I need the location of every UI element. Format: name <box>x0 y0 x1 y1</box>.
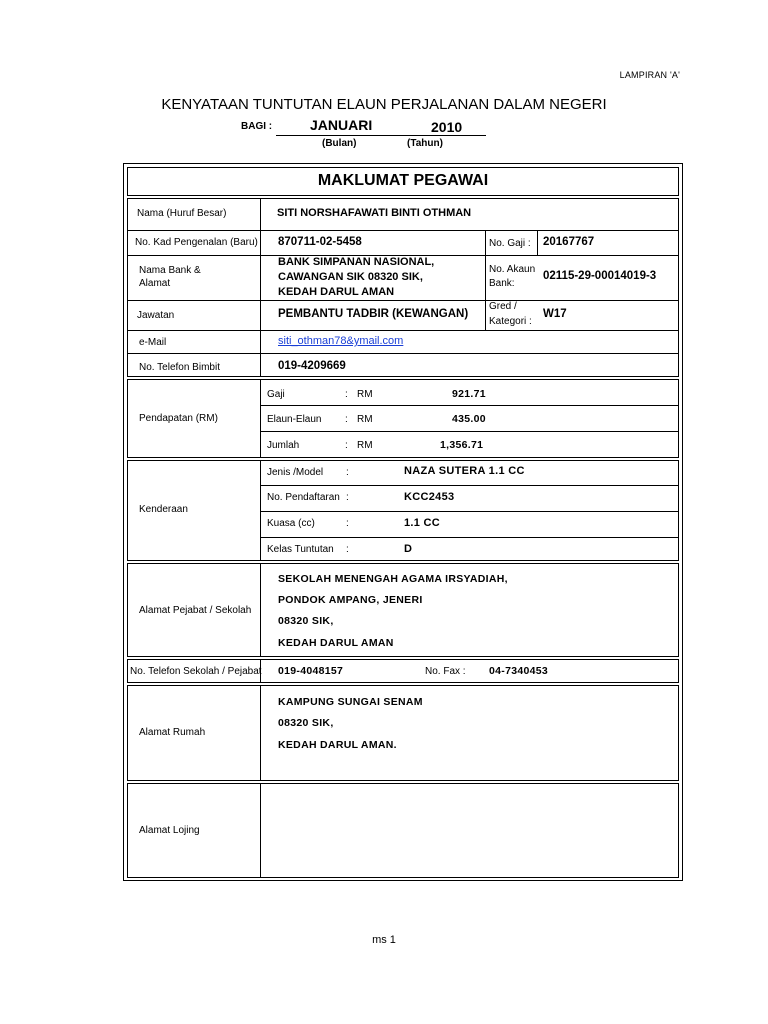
pejabat-line-3: 08320 SIK, <box>278 615 334 627</box>
nama-label: Nama (Huruf Besar) <box>137 208 227 219</box>
gred-label-1: Gred / <box>489 301 517 312</box>
row-line <box>260 405 679 406</box>
row-line <box>260 431 679 432</box>
page-number: ms 1 <box>372 934 396 946</box>
elaun-label: Elaun-Elaun <box>267 414 322 425</box>
tel-sekolah-label: No. Telefon Sekolah / Pejabat <box>130 666 262 677</box>
telefon-label: No. Telefon Bimbit <box>139 362 220 373</box>
akaun-value: 02115-29-00014019-3 <box>543 270 657 282</box>
pejabat-label: Alamat Pejabat / Sekolah <box>139 605 252 616</box>
jumlah-label: Jumlah <box>267 440 300 451</box>
bank-line-1: BANK SIMPANAN NASIONAL, <box>278 256 435 268</box>
lojing-label: Alamat Lojing <box>139 825 200 836</box>
jawatan-label: Jawatan <box>137 310 175 321</box>
bagi-underline <box>276 135 486 136</box>
section-title: MAKLUMAT PEGAWAI <box>317 172 489 189</box>
rumah-line-1: KAMPUNG SUNGAI SENAM <box>278 696 423 708</box>
kelas-label: Kelas Tuntutan <box>267 544 334 555</box>
kad-label: No. Kad Pengenalan (Baru) <box>135 237 258 248</box>
colon: : <box>346 518 349 529</box>
gaji-amount: 921.71 <box>452 388 486 400</box>
gaji-no-value: 20167767 <box>543 236 595 248</box>
pendapatan-divider <box>260 379 261 458</box>
jenis-value: NAZA SUTERA 1.1 CC <box>404 465 525 477</box>
tel-sekolah-value: 019-4048157 <box>278 665 344 677</box>
row-line <box>260 511 679 512</box>
lampiran-label: LAMPIRAN 'A' <box>619 70 680 80</box>
kenderaan-label: Kenderaan <box>139 504 188 515</box>
elaun-amount: 435.00 <box>452 413 486 425</box>
kelas-value: D <box>404 543 413 555</box>
jawatan-value: PEMBANTU TADBIR (KEWANGAN) <box>278 308 469 320</box>
colon: : <box>346 467 349 478</box>
bulan-label: (Bulan) <box>322 138 357 149</box>
gaji-label: Gaji <box>267 389 285 400</box>
gred-label-2: Kategori : <box>489 316 532 327</box>
telefon-value: 019-4209669 <box>278 360 346 372</box>
kad-value: 870711-02-5458 <box>278 236 362 248</box>
personal-info-divider <box>260 198 261 377</box>
rumah-line-3: KEDAH DARUL AMAN. <box>278 739 397 751</box>
row-line <box>127 330 679 331</box>
rm-label: RM <box>357 440 373 451</box>
bank-label: Nama Bank & <box>139 265 201 276</box>
gaji-divider <box>537 230 538 255</box>
row-line <box>260 537 679 538</box>
akaun-label-1: No. Akaun <box>489 264 536 275</box>
page-title: KENYATAAN TUNTUTAN ELAUN PERJALANAN DALAM NEGERI <box>161 96 607 113</box>
row-line <box>127 230 679 231</box>
row-line <box>127 353 679 354</box>
colon: : <box>345 414 348 425</box>
tahun-value: 2010 <box>431 119 463 135</box>
rumah-label: Alamat Rumah <box>139 727 206 738</box>
pejabat-line-1: SEKOLAH MENENGAH AGAMA IRSYADIAH, <box>278 573 508 585</box>
rumah-line-2: 08320 SIK, <box>278 717 334 729</box>
tahun-label: (Tahun) <box>407 138 443 149</box>
colon: : <box>346 492 349 503</box>
kuasa-label: Kuasa (cc) <box>267 518 315 529</box>
jenis-label: Jenis /Model <box>267 467 324 478</box>
colon: : <box>346 544 349 555</box>
pendaftaran-value: KCC2453 <box>404 491 455 503</box>
fax-label: No. Fax : <box>425 666 466 677</box>
side-divider <box>485 230 486 330</box>
alamat-label: Alamat <box>139 278 171 289</box>
pendapatan-label: Pendapatan (RM) <box>139 413 218 424</box>
akaun-label-2: Bank: <box>489 278 515 289</box>
gred-value: W17 <box>543 308 567 320</box>
colon: : <box>345 389 348 400</box>
pejabat-line-4: KEDAH DARUL AMAN <box>278 637 394 649</box>
bank-line-3: KEDAH DARUL AMAN <box>278 286 395 298</box>
jumlah-amount: 1,356.71 <box>440 439 484 451</box>
fax-value: 04-7340453 <box>489 665 549 677</box>
bank-line-2: CAWANGAN SIK 08320 SIK, <box>278 271 423 283</box>
pejabat-divider <box>260 563 261 657</box>
bagi-label: BAGI : <box>241 121 273 132</box>
pejabat-line-2: PONDOK AMPANG, JENERI <box>278 594 423 606</box>
lojing-box <box>127 783 679 878</box>
nama-value: SITI NORSHAFAWATI BINTI OTHMAN <box>277 207 472 219</box>
bulan-value: JANUARI <box>310 117 373 133</box>
pendaftaran-label: No. Pendaftaran <box>267 492 340 503</box>
rm-label: RM <box>357 414 373 425</box>
colon: : <box>345 440 348 451</box>
personal-info-box <box>127 198 679 377</box>
row-line <box>260 485 679 486</box>
lojing-divider <box>260 783 261 878</box>
row-line <box>127 300 679 301</box>
kuasa-value: 1.1 CC <box>404 517 441 529</box>
rumah-divider <box>260 685 261 781</box>
gaji-no-label: No. Gaji : <box>489 238 531 249</box>
email-link[interactable]: siti_othman78&ymail.com <box>278 335 404 347</box>
rm-label: RM <box>357 389 373 400</box>
email-label: e-Mail <box>139 337 167 348</box>
